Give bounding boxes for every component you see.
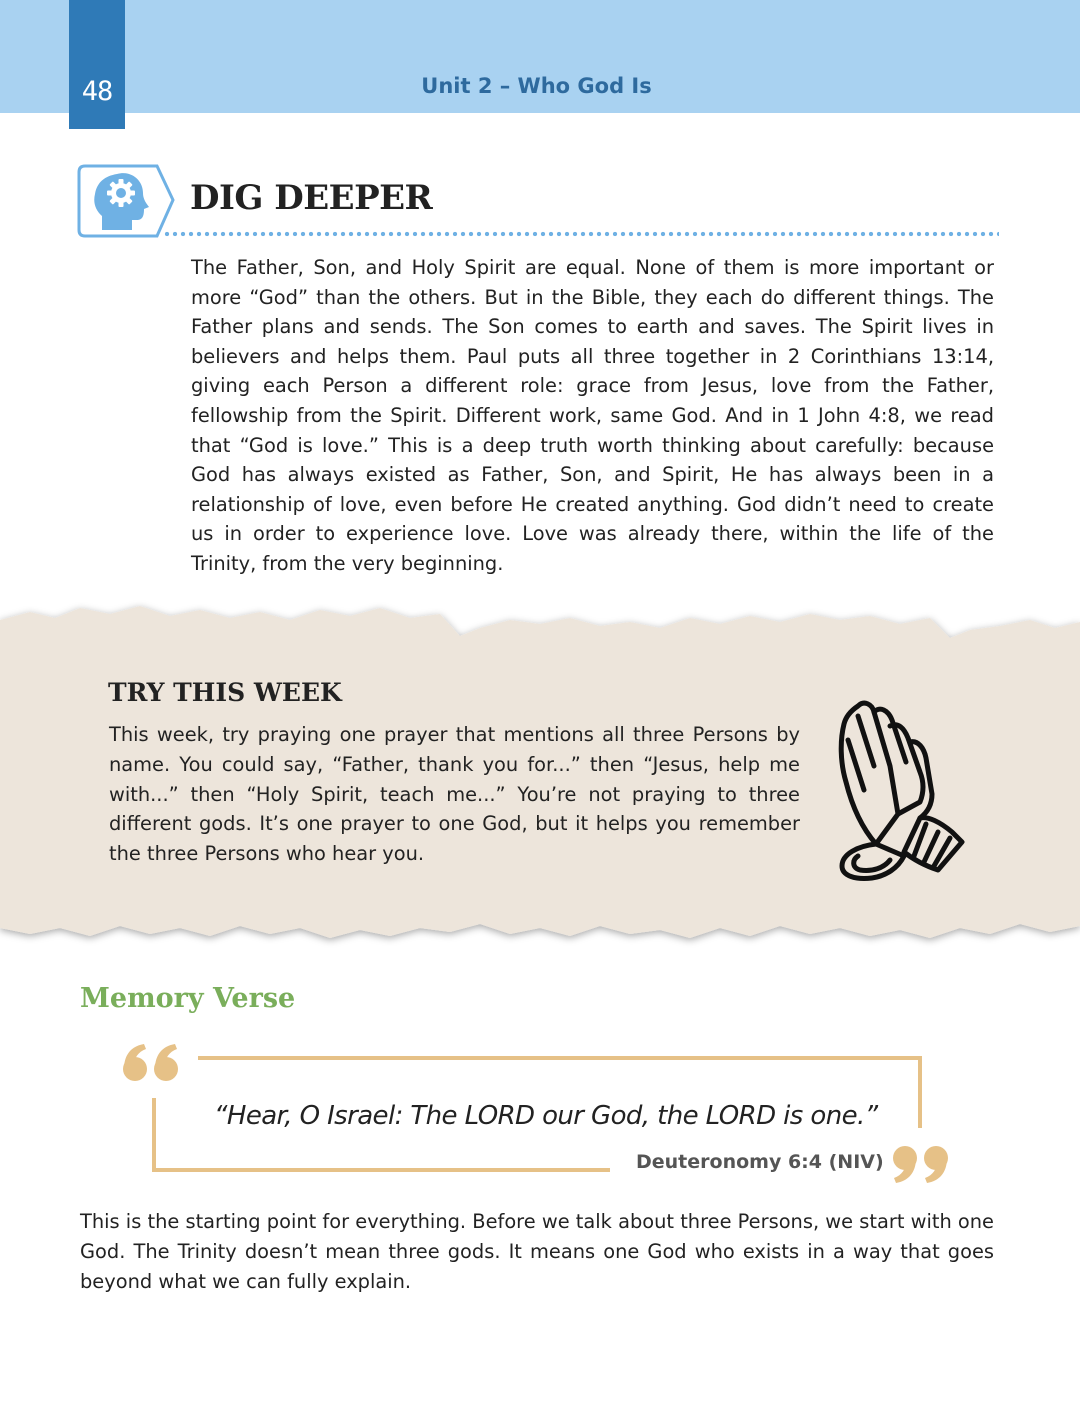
open-quote-icon bbox=[123, 1044, 178, 1081]
closing-paragraph: This is the starting point for everything. Before we talk about three Persons, we start with one God. The Trinity doesn’t mean three gods. It means one God who exists in a way that goes beyond what we can fully explain. bbox=[80, 1210, 994, 1293]
memory-verse-title: Memory Verse bbox=[80, 983, 296, 1014]
dig-deeper-title: DIG DEEPER bbox=[190, 178, 433, 218]
dig-deeper-body: The Father, Son, and Holy Spirit are equal. None of them is more important or more “God” than the others. But in the Bible, they each do different things. The Father plans and sends. The Son comes to earth and saves. The Spirit lives in believers and helps them. Paul puts all three together in 2 Corinthians 13:14, giving each Person a different role: grace from Jesus, love from the Father, fellowship from the Spirit. Different work, same God. And in 1 John 4:8, we read that “God is love.” This is a deep truth worth thinking about carefully: because God has always existed as Father, Son, and Spirit, He has always been in a relationship of love, even before He created anything. God didn’t need to create us in order to experience love. Love was already there, within the life of the Trinity, from the very beginning. bbox=[191, 256, 994, 575]
close-quote-icon bbox=[893, 1146, 948, 1183]
page-number: 48 bbox=[81, 76, 113, 107]
memory-verse-reference: Deuteronomy 6:4 (NIV) bbox=[636, 1151, 884, 1173]
dotted-divider bbox=[163, 230, 999, 238]
unit-title: Unit 2 – Who God Is bbox=[421, 74, 652, 98]
try-this-week-title: TRY THIS WEEK bbox=[108, 678, 342, 707]
praying-hands-icon bbox=[828, 696, 968, 882]
memory-verse-text: “Hear, O Israel: The LORD our God, the LORD is one.” bbox=[214, 1101, 878, 1131]
head-gear-icon bbox=[77, 160, 177, 240]
page-number-tab bbox=[69, 0, 125, 129]
try-this-week-body: This week, try praying one prayer that mentions all three Persons by name. You could say, “Father, thank you for...” then “Jesus, help me with...” then “Holy Spirit, teach me...” You’re not praying to three different gods. It’s one prayer to one God, but it helps you remember the three Persons who hear you. bbox=[109, 723, 800, 866]
